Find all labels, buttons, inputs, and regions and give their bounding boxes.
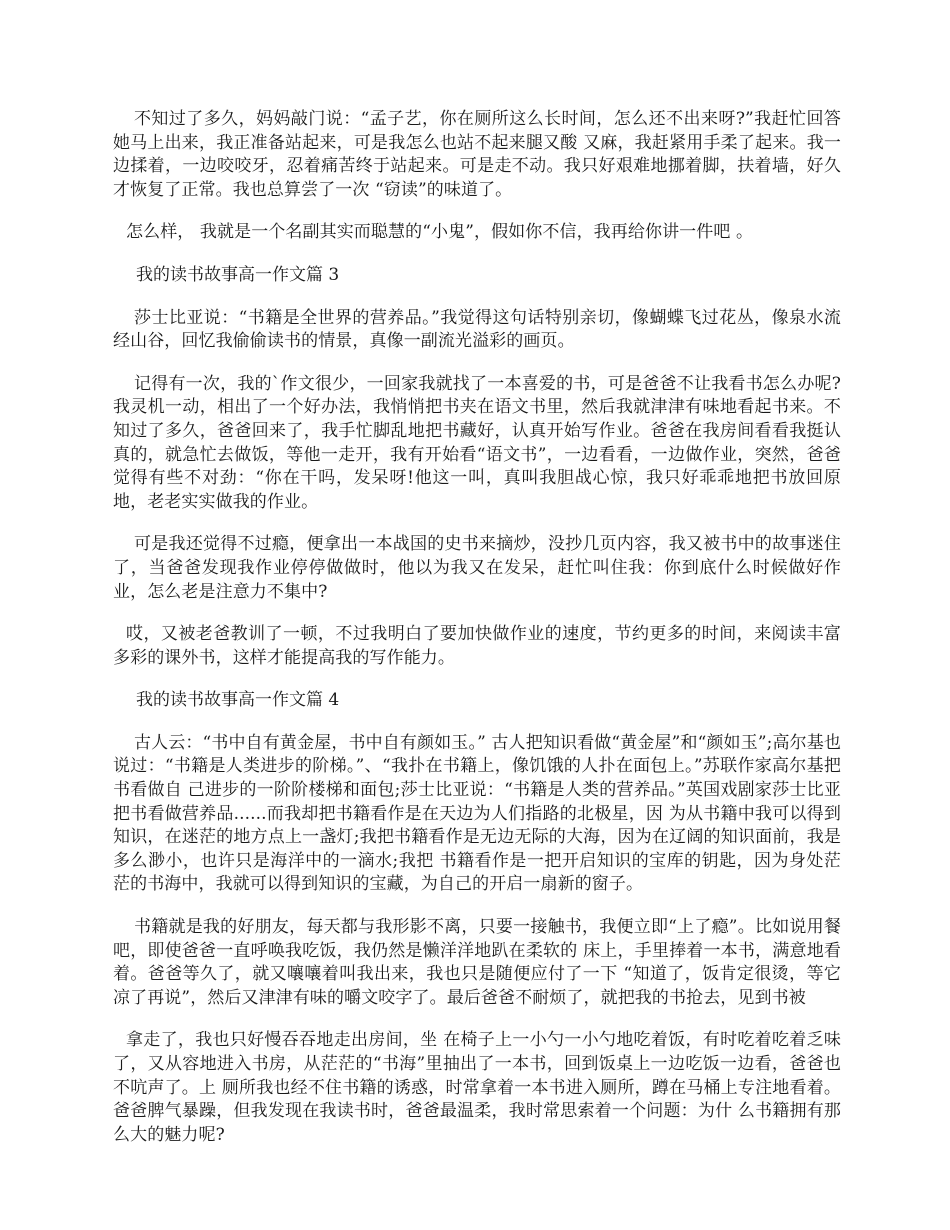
paragraph: 莎士比亚说：“书籍是全世界的营养品。”我觉得这句话特别亲切，像蝴蝶飞过花丛，像泉水流经山谷，回忆我偷偷读书的情景，真像一副流光溢彩的画页。 <box>113 307 841 352</box>
paragraph: 古人云：“书中自有黄金屋，书中自有颜如玉。” 古人把知识看做“黄金屋”和“颜如玉”;高尔基也说过：“书籍是人类进步的阶梯。”、“我扑在书籍上，像饥饿的人扑在面包上。”苏联作家高尔基把书看做自 己进步的一阶阶楼梯和面包;莎士比亚说：“书籍是人类的营养品。”英国戏剧家莎士比亚把书看做营养品......而我却把书籍看作是在天边为人们指路的北极星，因 为从书籍中我可以得到知识，在迷茫的地方点上一盏灯;我把书籍看作是无边无际的大海，因为在辽阔的知识面前，我是多么渺小，也许只是海洋中的一滴水;我把 书籍看作是一把开启知识的宝库的钥匙，因为身处茫茫的书海中，我就可以得到知识的宝藏，为自己的开启一扇新的窗子。 <box>113 732 841 895</box>
document-body <box>113 108 841 1166</box>
paragraph: 哎，又被老爸教训了一顿，不过我明白了要加快做作业的速度，节约更多的时间，来阅读丰富多彩的课外书，这样才能提高我的写作能力。 <box>113 624 841 668</box>
paragraph: 拿走了，我也只好慢吞吞地走出房间，坐 在椅子上一小勺一小勺地吃着饭，有时吃着吃着乏味了，又从容地进入书房，从茫茫的“书海”里抽出了一本书，回到饭桌上一边吃饭一边看，爸爸也不吭声了。上 厕所我也经不住书籍的诱惑，时常拿着一本书进入厕所，蹲在马桶上专注地看着。爸爸脾气暴躁，但我发现在我读书时，爸爸最温柔，我时常思索着一个问题：为什 么书籍拥有那么大的魅力呢? <box>113 1030 841 1145</box>
paragraph: 可是我还觉得不过瘾，便拿出一本战国的史书来摘炒，没抄几页内容，我又被书中的故事迷住了，当爸爸发现我作业停停做做时，他以为我又在发呆，赶忙叫住我：你到底什么时候做好作业，怎么老是注意力不集中? <box>113 534 841 602</box>
paragraph: 怎么样， 我就是一个名副其实而聪慧的“小鬼”，假如你不信，我再给你讲一件吧 。 <box>126 222 754 243</box>
section-heading: 我的读书故事高一作文篇 4 <box>136 690 340 711</box>
paragraph: 书籍就是我的好朋友，每天都与我形影不离，只要一接触书，我便立即“上了瘾”。比如说用餐吧，即使爸爸一直呼唤我吃饭，我仍然是懒洋洋地趴在柔软的 床上，手里捧着一本书，满意地看着。爸爸等久了，就又嚷嚷着叫我出来，我也只是随便应付了一下 “知道了，饭肯定很烫，等它凉了再说”，然后又津津有味的嚼文咬字了。最后爸爸不耐烦了，就把我的书抢去，见到书被 <box>113 917 841 1008</box>
section-heading: 我的读书故事高一作文篇 3 <box>136 264 340 285</box>
paragraph: 不知过了多久，妈妈敲门说：“孟子艺，你在厕所这么长时间，怎么还不出来呀?”我赶忙回答她马上出来，我正准备站起来，可是我怎么也站不起来腿又酸 又麻，我赶紧用手柔了起来。我一边揉着，一边咬咬牙，忍着痛苦终于站起来。可是走不动。我只好艰难地挪着脚，扶着墙，好久才恢复了正常。我也总算尝了一次 “窃读”的味道了。 <box>113 109 841 200</box>
paragraph: 记得有一次，我的`作文很少，一回家我就找了一本喜爱的书，可是爸爸不让我看书怎么办呢?我灵机一动，相出了一个好办法，我悄悄把书夹在语文书里，然后我就津津有味地看起书来。不知过了多久，爸爸回来了，我手忙脚乱地把书藏好，认真开始写作业。爸爸在我房间看看我挺认真的，就急忙去做饭，等他一走开，我有开始看“语文书”，一边看看，一边做作业，突然，爸爸觉得有些不对劲：“你在干吗，发呆呀!他这一叫，真叫我胆战心惊，我只好乖乖地把书放回原地，老老实实做我的作业。 <box>113 373 841 512</box>
